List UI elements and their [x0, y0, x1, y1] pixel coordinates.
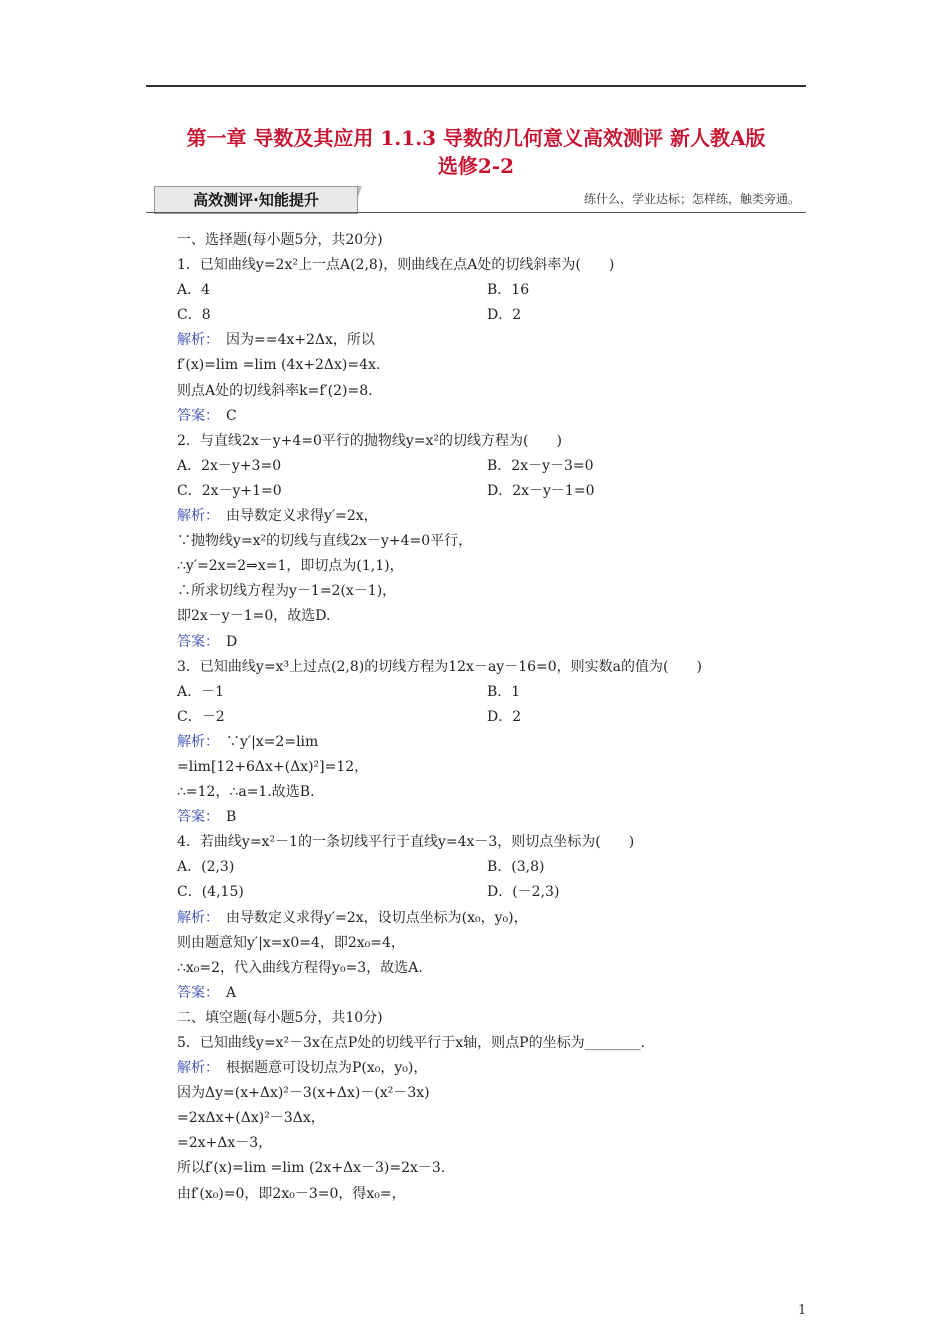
text-line: ∴所求切线方程为y－1=2(x－1)，: [177, 583, 397, 600]
line-label: 解析：: [177, 733, 212, 750]
text-line: 即2x－y－1=0，故选D.: [177, 608, 331, 625]
line-label: 答案：: [177, 407, 212, 424]
text-line: 一、选择题(每小题5分，共20分): [177, 232, 383, 248]
line-label: 答案：: [177, 809, 212, 826]
labeled-line: [177, 805, 817, 830]
answer-option: C．8: [177, 307, 211, 324]
labeled-line: [177, 328, 817, 353]
line-text: 由导数定义求得y′=2x，: [212, 508, 378, 525]
answer-option: A．4: [177, 282, 211, 299]
answer-option: D．2: [487, 307, 522, 324]
line-text: ∵y′|x=2=lim: [212, 733, 319, 750]
answer-option: C．(4,15): [177, 884, 244, 901]
answer-option: A．－1: [177, 683, 225, 700]
text-line: ∵抛物线y=x²的切线与直线2x－y+4=0平行，: [177, 533, 473, 550]
banner-tag: 高效测评·知能提升: [154, 186, 358, 214]
answer-option: D．2: [487, 708, 522, 725]
text-line: =2xΔx+(Δx)²－3Δx，: [177, 1110, 325, 1127]
line-text: D: [212, 633, 238, 650]
line-label: 答案：: [177, 984, 212, 1001]
text-line: f′(x)=lim =lim (4x+2Δx)=4x.: [177, 357, 381, 374]
header-rule: [146, 85, 806, 87]
line-text: C: [212, 407, 237, 424]
text-line: ∴x₀=2，代入曲线方程得y₀=3，故选A.: [177, 959, 423, 976]
text-line: =lim[12+6Δx+(Δx)²]=12，: [177, 758, 369, 775]
text-line: 3．已知曲线y=x³上过点(2,8)的切线方程为12x－ay－16=0，则实数a的值为( ): [177, 658, 702, 675]
answer-option: B．16: [487, 282, 530, 299]
text-line: 5．已知曲线y=x²－3x在点P处的切线平行于x轴，则点P的坐标为________.: [177, 1035, 646, 1051]
labeled-line: [177, 1056, 817, 1081]
answer-options-row: [177, 479, 817, 504]
text-line: 1．已知曲线y=2x²上一点A(2,8)，则曲线在点A处的切线斜率为( ): [177, 257, 615, 274]
line-label: 答案：: [177, 633, 212, 650]
answer-options-row: [177, 278, 817, 303]
answer-option: B．(3,8): [487, 859, 545, 876]
document-body: [177, 228, 817, 1207]
text-line: 4．若曲线y=x²－1的一条切线平行于直线y=4x－3，则切点坐标为( ): [177, 834, 635, 851]
section-banner: [146, 186, 806, 214]
text-line: 则由题意知y′|x=x0=4，即2x₀=4，: [177, 934, 405, 951]
answer-options-row: [177, 880, 817, 905]
answer-option: C．2x－y+1=0: [177, 482, 282, 499]
answer-options-row: [177, 680, 817, 705]
line-label: 解析：: [177, 1060, 212, 1077]
answer-option: D．(－2,3): [487, 884, 560, 901]
answer-option: C．－2: [177, 708, 225, 725]
text-line: 由f′(x₀)=0，即2x₀－3=0，得x₀=，: [177, 1185, 406, 1202]
labeled-line: [177, 981, 817, 1006]
labeled-line: [177, 730, 817, 755]
labeled-line: [177, 906, 817, 931]
text-line: =2x+Δx－3，: [177, 1135, 273, 1152]
text-line: 2．与直线2x－y+4=0平行的抛物线y=x²的切线方程为( ): [177, 432, 562, 449]
line-text: 由导数定义求得y′=2x，设切点坐标为(x₀，y₀)，: [212, 909, 528, 926]
document-title: [120, 124, 832, 180]
line-text: 因为==4x+2Δx，所以: [212, 332, 375, 349]
line-text: A: [212, 984, 237, 1001]
answer-option: A．2x－y+3=0: [177, 457, 282, 474]
title-line-2: 选修2-2: [437, 154, 515, 178]
answer-option: A．(2,3): [177, 859, 235, 876]
labeled-line: [177, 630, 817, 655]
banner-rule: [146, 212, 806, 213]
answer-options-row: [177, 855, 817, 880]
page-number: 1: [798, 1303, 807, 1318]
line-label: 解析：: [177, 332, 212, 349]
text-line: 则点A处的切线斜率k=f′(2)=8.: [177, 382, 373, 399]
labeled-line: [177, 504, 817, 529]
labeled-line: [177, 404, 817, 429]
banner-slogan: 练什么，学业达标；怎样练，触类旁通。: [583, 192, 800, 206]
line-label: 解析：: [177, 508, 212, 525]
text-line: 因为Δy=(x+Δx)²－3(x+Δx)－(x²－3x): [177, 1085, 430, 1102]
line-text: 根据题意可设切点为P(x₀，y₀)，: [212, 1060, 428, 1077]
text-line: ∴=12，∴a=1.故选B.: [177, 784, 315, 801]
line-label: 解析：: [177, 909, 212, 926]
answer-options-row: [177, 705, 817, 730]
title-line-1: 第一章 导数及其应用 1.1.3 导数的几何意义高效测评 新人教A版: [186, 126, 766, 150]
answer-options-row: [177, 454, 817, 479]
answer-options-row: [177, 303, 817, 328]
line-text: B: [212, 809, 237, 826]
answer-option: D．2x－y－1=0: [487, 482, 595, 499]
answer-option: B．2x－y－3=0: [487, 457, 594, 474]
answer-option: B．1: [487, 683, 521, 700]
text-line: ∴y′=2x=2⇒x=1，即切点为(1,1)，: [177, 558, 404, 575]
text-line: 二、填空题(每小题5分，共10分): [177, 1009, 383, 1026]
text-line: 所以f′(x)=lim =lim (2x+Δx－3)=2x－3.: [177, 1160, 446, 1177]
